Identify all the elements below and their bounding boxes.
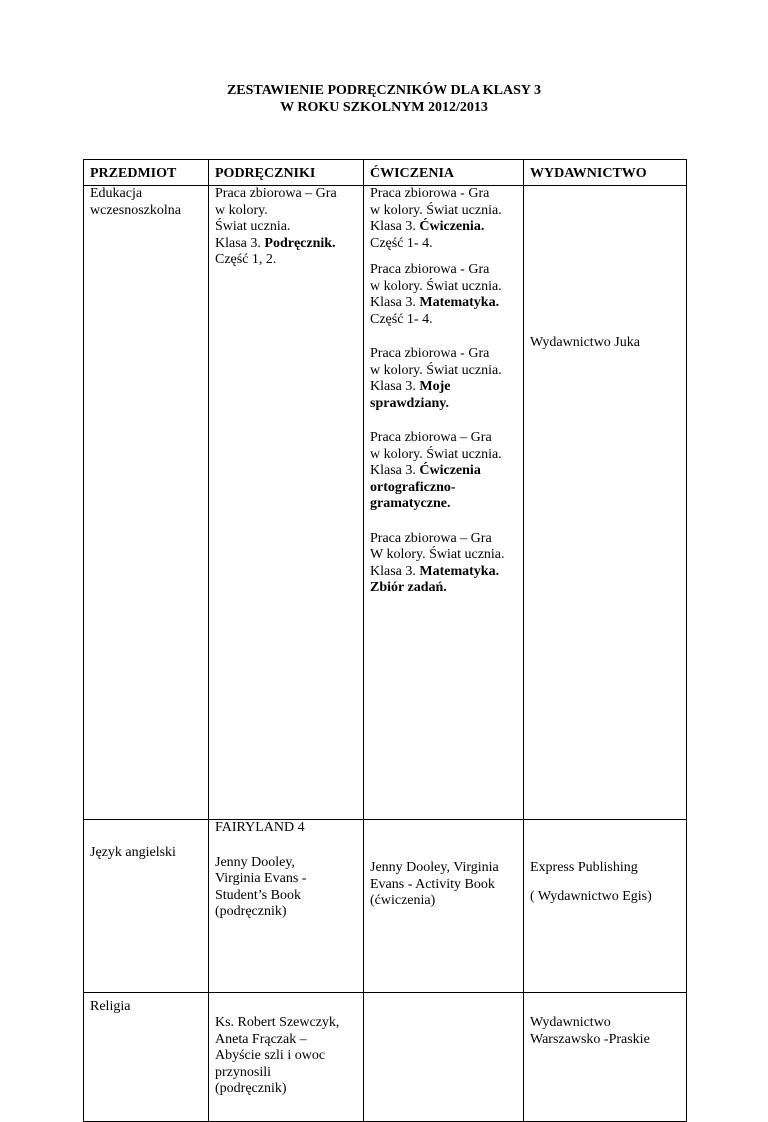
table-header-row — [84, 160, 687, 186]
publisher-cell — [524, 186, 687, 820]
textbook-line: (podręcznik) — [215, 904, 287, 919]
textbook-line: przynosili — [215, 1064, 271, 1080]
textbook-line: Ks. Robert Szewczyk, — [215, 1015, 340, 1030]
text-part: Klasa 3. — [370, 219, 420, 234]
textbook-line: Virginia Evans - — [215, 871, 307, 886]
text-part: Klasa 3. — [370, 379, 420, 394]
exercise-line: Jenny Dooley, Virginia — [370, 860, 499, 875]
subject-cell — [84, 993, 209, 1122]
text-part: Klasa 3. — [215, 235, 265, 251]
exercise-entry — [370, 262, 517, 328]
document-title — [0, 82, 768, 116]
exercise-entry — [370, 430, 517, 513]
textbook-line: Jenny Dooley, — [215, 854, 295, 870]
title-line-2: W ROKU SZKOLNYM 2012/2013 — [280, 100, 488, 115]
textbook-title: FAIRYLAND 4 — [215, 820, 305, 835]
textbook-cell — [209, 186, 364, 820]
table-row-english — [84, 820, 687, 993]
publisher-name: Warszawsko -Praskie — [530, 1031, 650, 1047]
exercise-entry — [370, 186, 517, 252]
exercise-line — [370, 295, 517, 312]
textbook-table — [83, 159, 687, 1122]
bold-text: Ćwiczenia — [419, 463, 481, 478]
title-line-1: ZESTAWIENIE PODRĘCZNIKÓW DLA KLASY 3 — [226, 83, 542, 98]
publisher-cell — [524, 993, 687, 1122]
bold-text: Podręcznik. — [264, 235, 336, 251]
exercise-line: W kolory. Świat ucznia. — [370, 547, 505, 562]
textbook-entry — [215, 855, 357, 921]
exercise-line: Praca zbiorowa - Gra — [370, 186, 490, 201]
exercise-line: Praca zbiorowa – Gra — [370, 430, 492, 445]
textbook-line: (podręcznik) — [215, 1081, 287, 1096]
textbook-cell — [209, 820, 364, 993]
table-row-early-education — [84, 186, 687, 820]
subject-line: Religia — [90, 999, 131, 1014]
header-subject: PRZEDMIOT — [84, 160, 209, 186]
textbook-line: Abyście szli i owoc — [215, 1048, 326, 1063]
table-row-religion — [84, 993, 687, 1122]
exercise-entry — [370, 531, 517, 597]
exercise-line: Praca zbiorowa - Gra — [370, 346, 490, 361]
exercise-entry — [370, 346, 517, 412]
exercises-cell — [364, 993, 524, 1122]
publisher-name: Wydawnictwo Juka — [530, 335, 640, 350]
text-part: Klasa 3. — [370, 295, 420, 310]
exercises-cell — [364, 820, 524, 993]
exercises-cell — [364, 186, 524, 820]
textbook-line — [215, 236, 357, 253]
publisher-name: Express Publishing — [530, 860, 638, 875]
exercise-line: Część 1- 4. — [370, 235, 433, 251]
header-exercises: ĆWICZENIA — [364, 160, 524, 186]
exercise-line: w kolory. Świat ucznia. — [370, 362, 502, 378]
subject-line: Edukacja — [90, 186, 143, 201]
text-part: Klasa 3. — [370, 463, 420, 478]
textbook-cell — [209, 993, 364, 1122]
bold-text: Matematyka. — [419, 563, 500, 579]
subject-line: wczesnoszkolna — [90, 202, 181, 218]
bold-text: Matematyka. — [419, 295, 500, 310]
subject-line: Język angielski — [90, 845, 176, 860]
exercise-line: Zbiór zadań. — [370, 580, 447, 595]
bold-text: Ćwiczenia. — [419, 219, 485, 234]
exercise-line: w kolory. Świat ucznia. — [370, 446, 502, 462]
exercise-line — [370, 219, 517, 236]
textbook-line: Aneta Frączak – — [215, 1031, 307, 1047]
bold-text: Moje — [419, 379, 451, 394]
textbook-line: Część 1, 2. — [215, 252, 277, 267]
publisher-cell — [524, 820, 687, 993]
publisher-name: ( Wydawnictwo Egis) — [530, 888, 652, 904]
header-textbooks: PODRĘCZNIKI — [209, 160, 364, 186]
textbook-line: w kolory. — [215, 202, 268, 218]
exercise-line: Praca zbiorowa – Gra — [370, 530, 492, 546]
textbook-line: Świat ucznia. — [215, 219, 291, 234]
exercise-line: gramatyczne. — [370, 496, 451, 511]
exercise-line: ortograficzno- — [370, 479, 456, 495]
exercise-line — [370, 379, 517, 396]
exercise-line: w kolory. Świat ucznia. — [370, 202, 502, 218]
subject-cell — [84, 820, 209, 993]
textbook-line: Praca zbiorowa – Gra — [215, 186, 337, 201]
exercise-line: Evans - Activity Book — [370, 876, 495, 892]
exercise-line — [370, 564, 517, 581]
textbook-line: Student’s Book — [215, 887, 301, 903]
exercise-line: Praca zbiorowa - Gra — [370, 262, 490, 277]
exercise-line: sprawdziany. — [370, 395, 449, 411]
exercise-line: (ćwiczenia) — [370, 893, 436, 908]
subject-cell — [84, 186, 209, 820]
text-part: Klasa 3. — [370, 563, 420, 579]
exercise-line: Część 1- 4. — [370, 311, 433, 327]
publisher-name: Wydawnictwo — [530, 1015, 611, 1030]
exercise-line: w kolory. Świat ucznia. — [370, 278, 502, 294]
exercise-line — [370, 463, 517, 480]
header-publisher: WYDAWNICTWO — [524, 160, 687, 186]
